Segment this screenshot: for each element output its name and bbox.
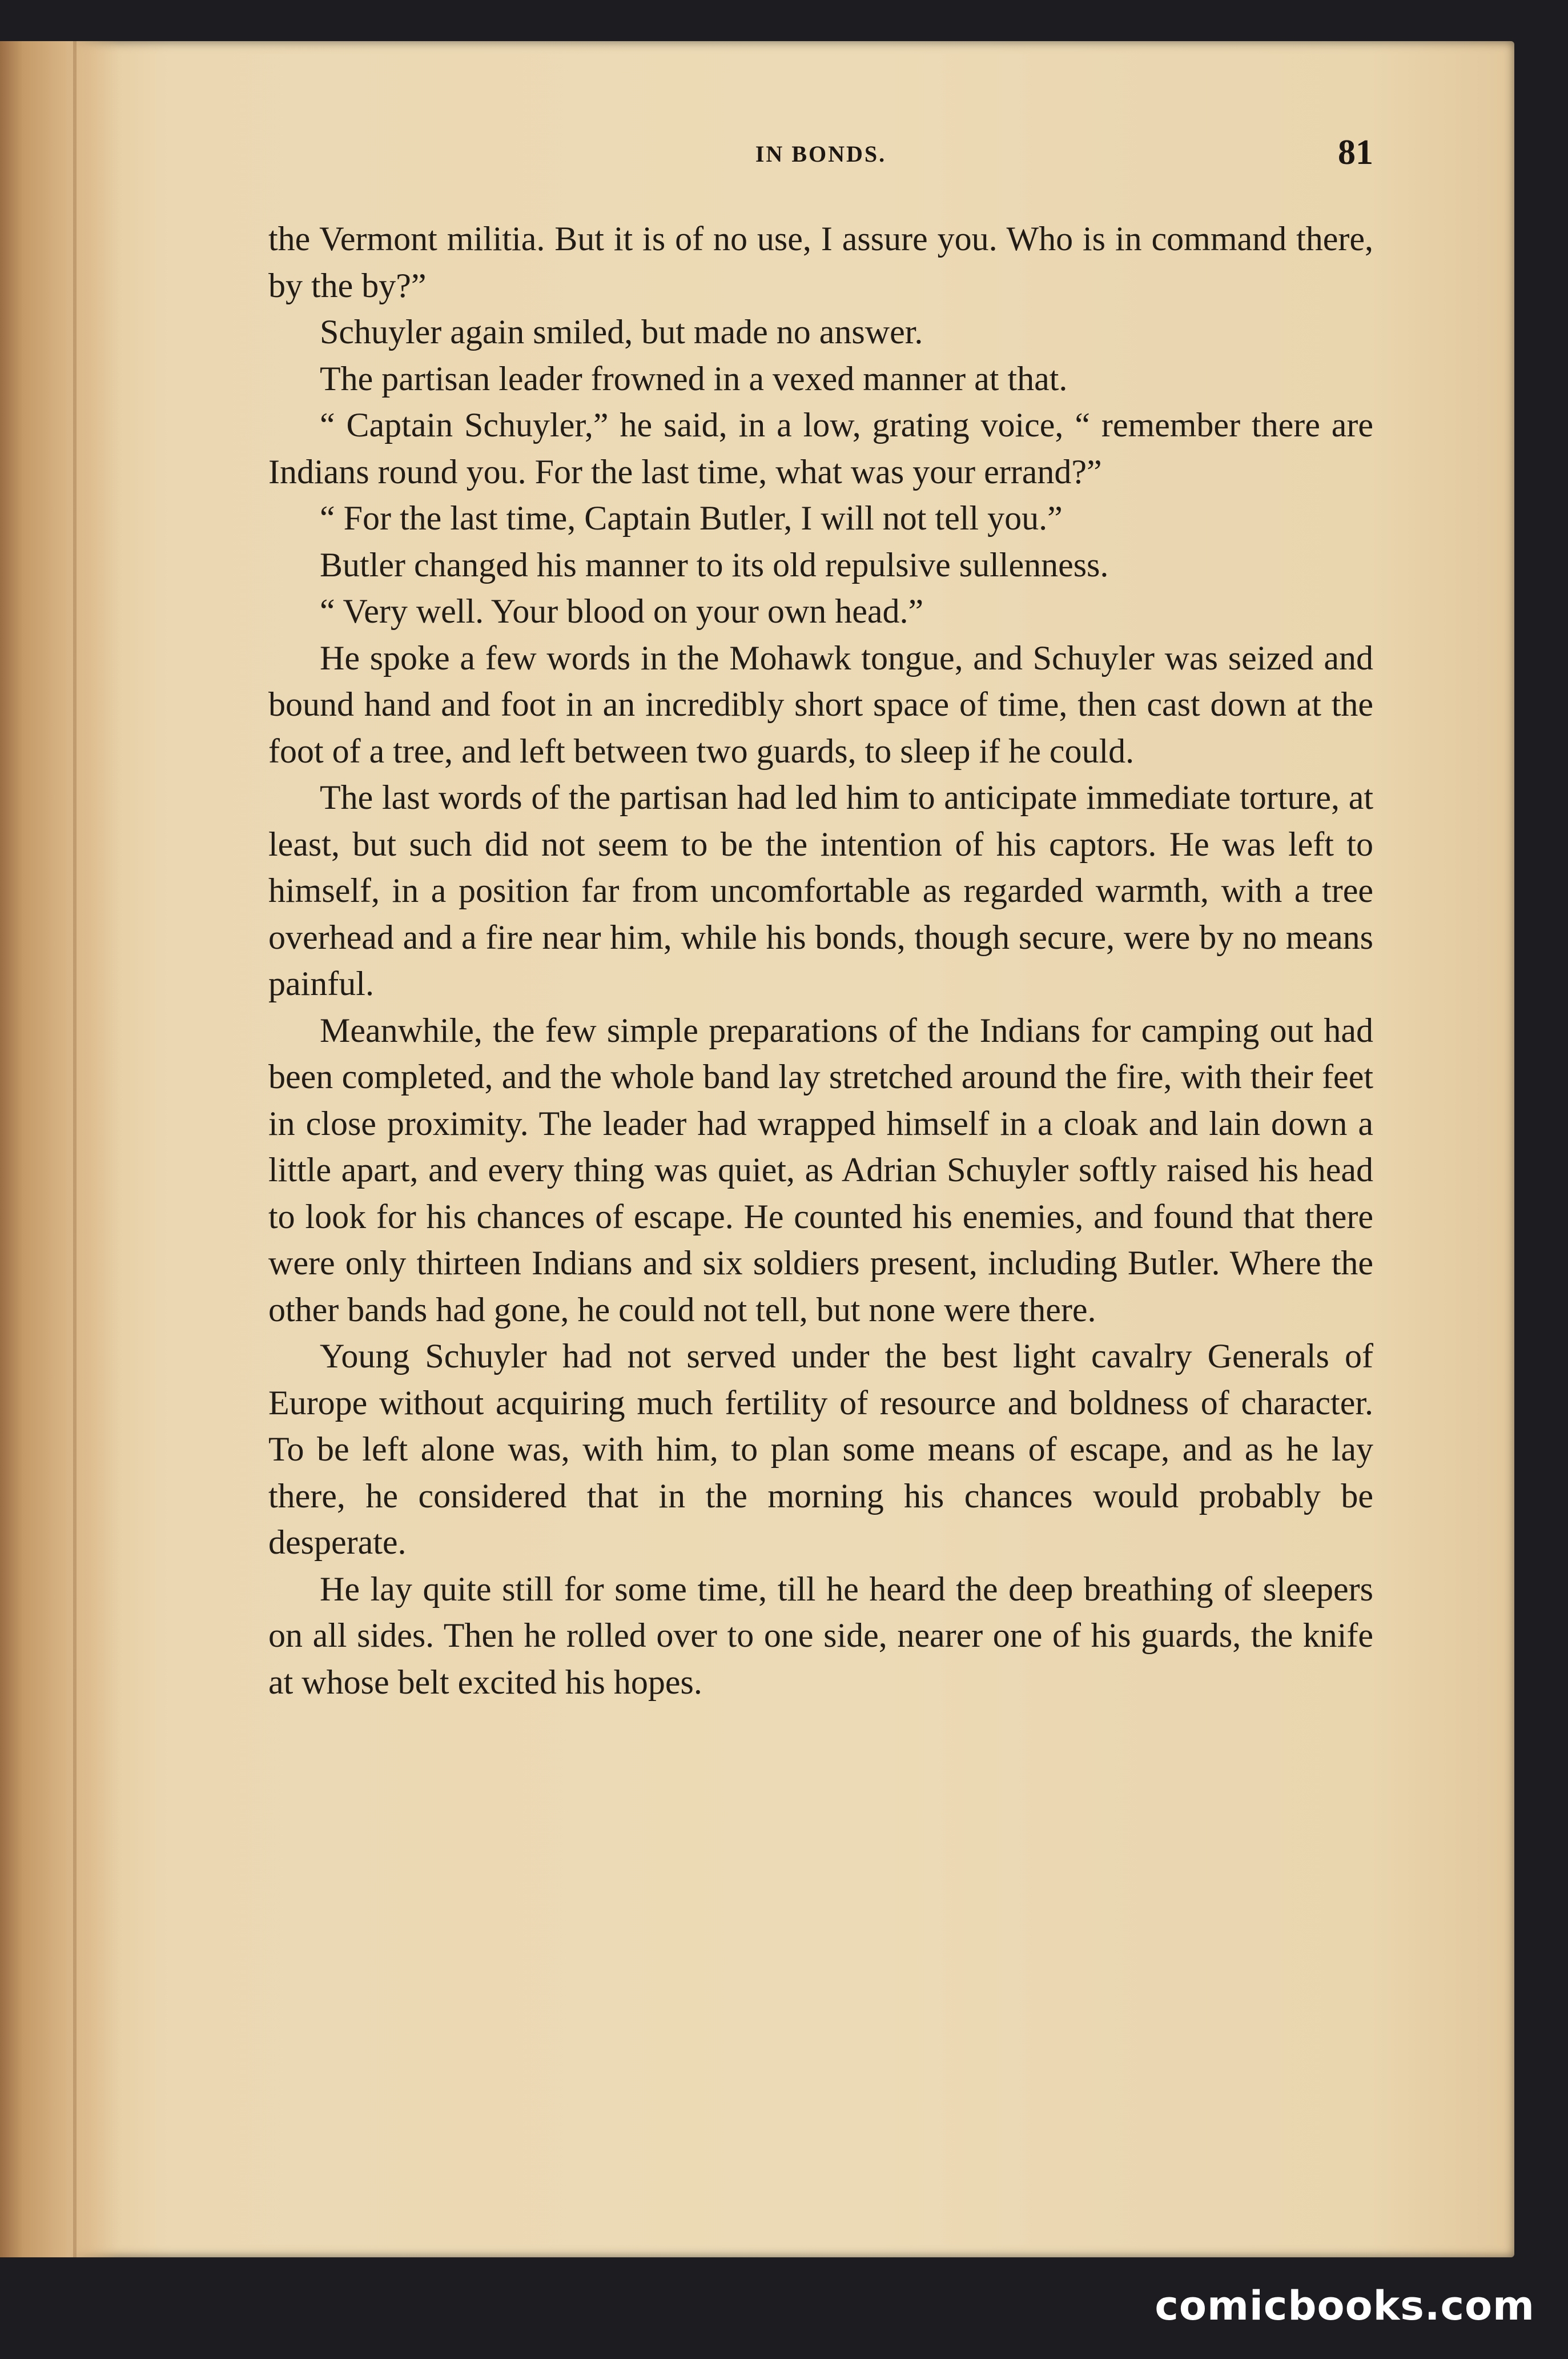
- watermark: comicbooks.com: [1155, 2282, 1535, 2329]
- paragraph: He lay quite still for some time, till he heard the deep breathing of sleepers on all sides. Then he rolled over to one side, nearer one of his guards, the knife at whose belt excited his hopes.: [268, 1570, 1373, 1701]
- body-text: [268, 216, 1373, 1706]
- paragraph: The last words of the partisan had led him to anticipate immediate torture, at least, but such did not seem to be the intention of his captors. He was left to himself, in a position far from uncomfortable as regarded warmth, with a tree overhead and a fire near him, while his bonds, though secure, were by no means painful.: [268, 779, 1373, 1002]
- paragraph: Butler changed his manner to its old repulsive sullenness.: [320, 545, 1109, 584]
- paragraph: “ Very well. Your blood on your own head.”: [320, 592, 924, 630]
- page-number: 81: [1338, 133, 1373, 172]
- paragraph: The partisan leader frowned in a vexed manner at that.: [320, 359, 1068, 398]
- paragraph: the Vermont militia. But it is of no use, I assure you. Who is in command there, by the by?”: [268, 220, 1373, 304]
- page-header: [268, 133, 1373, 172]
- book-spine-shadow: [0, 41, 120, 2257]
- paragraph: He spoke a few words in the Mohawk tongue, and Schuyler was seized and bound hand and foot in an incredibly short space of time, then cast down at the foot of a tree, and left between two guards, to sleep if he could.: [268, 639, 1373, 770]
- gutter-fold: [73, 41, 77, 2257]
- running-title: IN BONDS.: [755, 141, 887, 167]
- paragraph: “ For the last time, Captain Butler, I will not tell you.”: [320, 499, 1063, 537]
- paragraph: “ Captain Schuyler,” he said, in a low, grating voice, “ remember there are Indians round you. For the last time, what was your errand?”: [268, 406, 1373, 491]
- paragraph: Young Schuyler had not served under the best light cavalry Generals of Europe without acquiring much fertility of resource and boldness of character. To be left alone was, with him, to plan some means of escape, and as he lay there, he considered that in the morning his chances would probably be desperate.: [268, 1337, 1373, 1561]
- paragraph: Meanwhile, the few simple preparations of the Indians for camping out had been completed, and the whole band lay stretched around the fire, with their feet in close proximity. The leader had wrapped himself in a cloak and lain down a little apart, and every thing was quiet, as Adrian Schuyler softly raised his head to look for his chances of escape. He counted his enemies, and found that there were only thirteen Indians and six soldiers present, including Butler. Where the other bands had gone, he could not tell, but none were there.: [268, 1011, 1373, 1329]
- paragraph: Schuyler again smiled, but made no answer.: [320, 313, 923, 351]
